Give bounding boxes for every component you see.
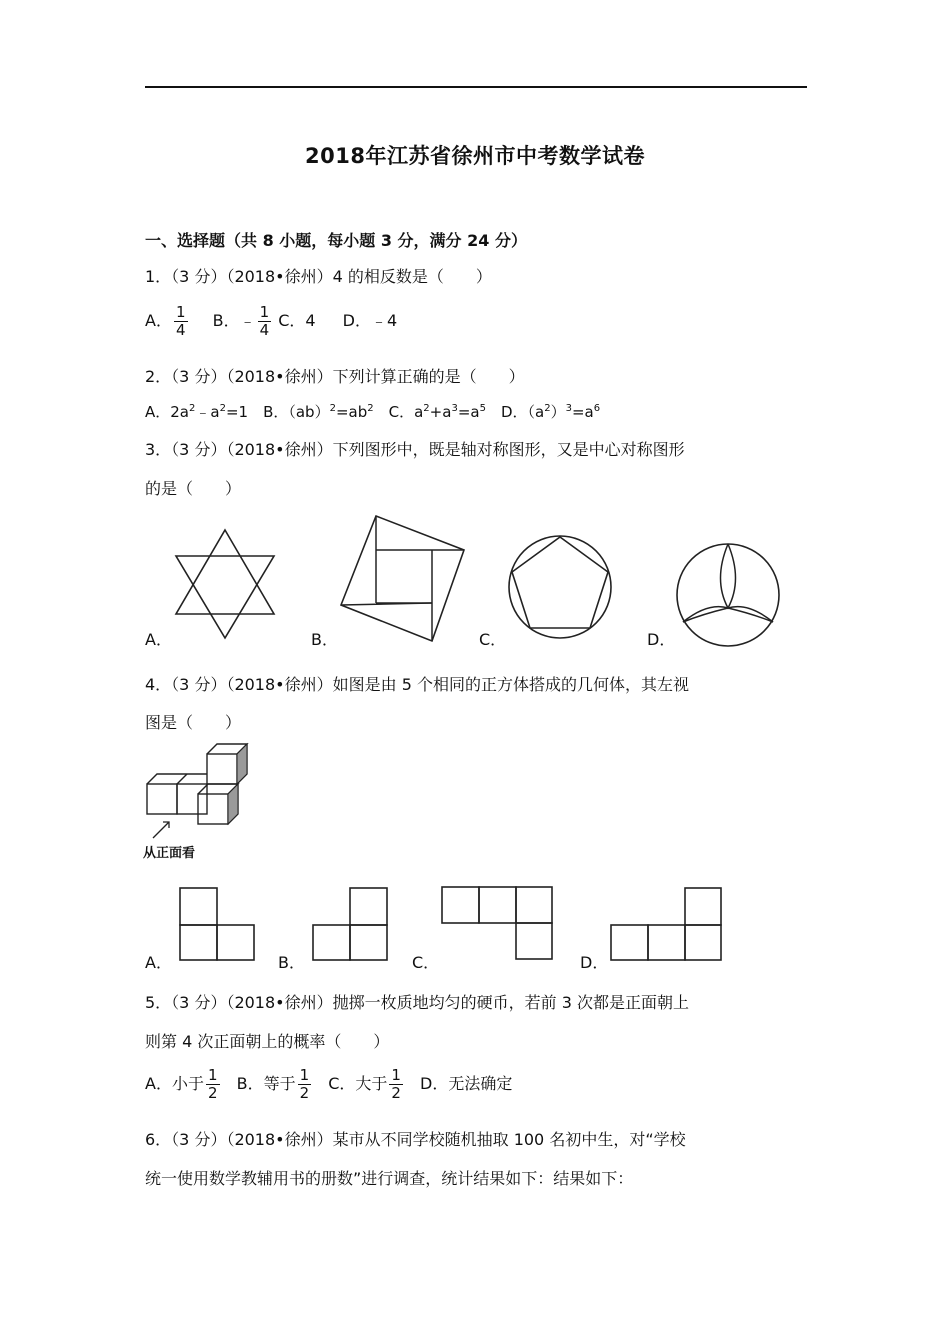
pinwheel-square-figure	[338, 513, 468, 643]
question-1-options	[145, 304, 397, 339]
question-2-stem: 2．（3 分）（2018•徐州）下列计算正确的是（ ）	[145, 367, 525, 386]
triangle-down	[176, 556, 274, 638]
question-5-line1: 5．（3 分）（2018•徐州）抛掷一枚质地均匀的硬币，若前 3 次都是正面朝上	[145, 993, 689, 1012]
q3-label-a: A．	[145, 630, 172, 649]
q5-option-a: A．小于 $\frac{1}{2}$	[145, 1066, 218, 1102]
cube-stack-figure	[143, 740, 253, 830]
q4-option-c-view	[440, 885, 555, 961]
question-4-line2: 图是（ ）	[145, 713, 242, 732]
triangle-up	[176, 530, 274, 614]
q1-option-a: A． $\frac{1}{4}$	[145, 303, 186, 339]
top-rule	[145, 86, 807, 88]
q4-label-d: D．	[580, 953, 609, 972]
q5-option-d: D．无法确定	[420, 1074, 513, 1093]
three-arc-circle-figure	[673, 540, 783, 650]
inscribed-pentagon	[512, 537, 608, 628]
hexagram-figure	[170, 528, 280, 640]
q4-label-b: B．	[278, 953, 305, 972]
question-3-line1: 3．（3 分）（2018•徐州）下列图形中，既是轴对称图形，又是中心对称图形	[145, 440, 685, 459]
question-5-line2: 则第 4 次正面朝上的概率（ ）	[145, 1032, 390, 1051]
question-4-line1: 4．（3 分）（2018•徐州）如图是由 5 个相同的正方体搭成的几何体，其左视	[145, 675, 689, 694]
q1-option-d: D．﹣4	[342, 311, 398, 330]
q4-option-a-view	[178, 886, 258, 962]
q3-label-b: B．	[311, 630, 338, 649]
q3-label-c: C．	[479, 630, 507, 649]
q5-option-c: C．大于 $\frac{1}{2}$	[328, 1066, 401, 1102]
question-6-line2: 统一使用数学教辅用书的册数”进行调查，统计结果如下：结果如下：	[145, 1169, 634, 1188]
view-caption: 从正面看	[143, 846, 196, 861]
outer-circle	[677, 544, 779, 646]
outer-square	[341, 516, 464, 641]
q3-label-d: D．	[647, 630, 676, 649]
q4-option-d-view	[609, 886, 724, 962]
page-title: 2018年江苏省徐州市中考数学试卷	[305, 144, 645, 168]
view-arrow	[153, 822, 169, 838]
question-5-options	[145, 1067, 512, 1102]
question-1-stem: 1．（3 分）（2018•徐州）4 的相反数是（ ）	[145, 267, 492, 286]
q1-option-c: C．4	[278, 311, 316, 330]
q1-option-b: B．﹣ $\frac{1}{4}$	[212, 303, 270, 339]
q5-option-b: B．等于 $\frac{1}{2}$	[236, 1066, 310, 1102]
question-6-line1: 6．（3 分）（2018•徐州）某市从不同学校随机抽取 100 名初中生，对“学校	[145, 1130, 686, 1149]
q4-option-b-view	[311, 886, 391, 962]
outer-circle	[509, 536, 611, 638]
q4-label-a: A．	[145, 953, 172, 972]
question-2-options: A．$2a^2﹣a^2=1$ B．$(ab)^2=ab^2$ C．$a^2+a^3=a^5$ D．$(a^2)^3=a^6$	[145, 403, 601, 421]
section-heading: 一、选择题（共 8 小题，每小题 3 分，满分 24 分）	[145, 231, 527, 250]
q4-label-c: C．	[412, 953, 440, 972]
question-3-line2: 的是（ ）	[145, 479, 242, 498]
pentagon-circle-figure	[505, 532, 615, 642]
